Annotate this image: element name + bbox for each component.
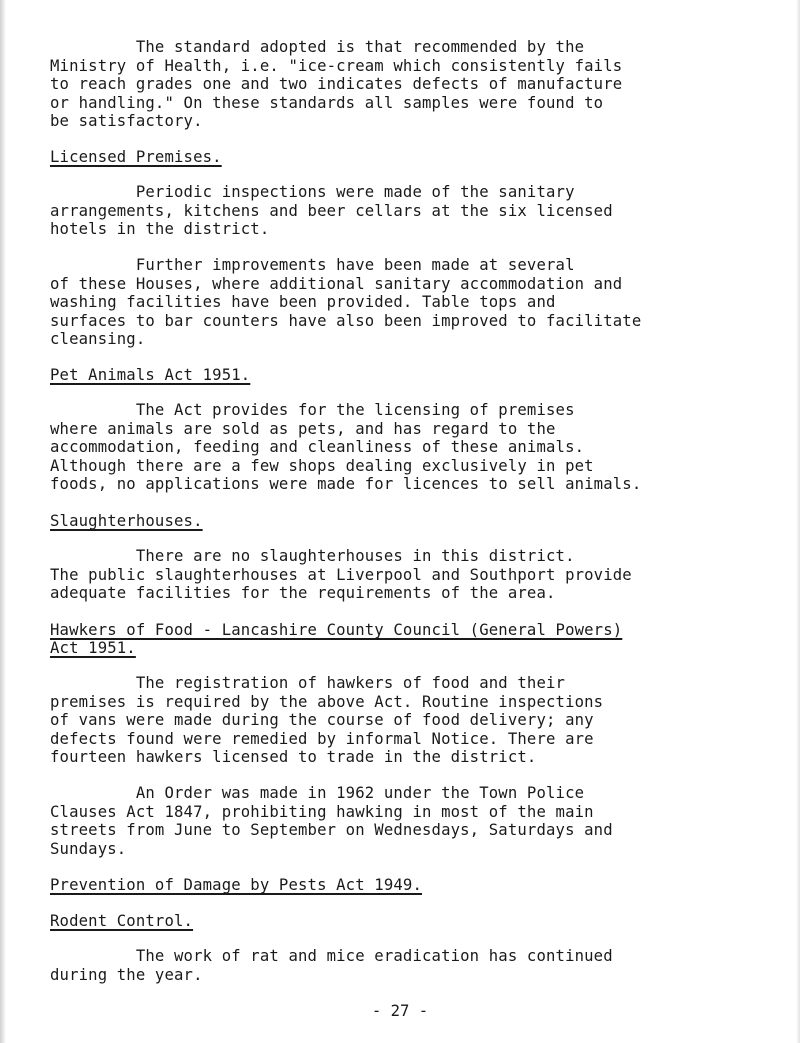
scan-shadow-right	[796, 0, 800, 1043]
paragraph-pet-animals: The Act provides for the licensing of premises where animals are sold as pets, and has regard to the accommodation, feeding and cleanliness of these animals. Although there are a few shops dealing exclusively in pet foods, no applications were made for licences to sell animals.	[50, 401, 642, 494]
heading-slaughterhouses: Slaughterhouses.	[50, 512, 203, 530]
heading-rodent-control: Rodent Control.	[50, 912, 194, 930]
heading-pet-animals-act: Pet Animals Act 1951.	[50, 366, 251, 384]
heading-licensed-premises: Licensed Premises.	[50, 148, 222, 166]
scan-shadow-left	[0, 0, 6, 1043]
paragraph-rodent-control: The work of rat and mice eradication has continued during the year.	[50, 947, 613, 984]
paragraph-ice-cream-standard: The standard adopted is that recommended by the Ministry of Health, i.e. "ice-cream which consistently fails to reach grades one and two indicates defects of manufacture or handling." On these standards all samples were found to be satisfactory.	[50, 38, 623, 131]
heading-hawkers-of-food: Hawkers of Food - Lancashire County Council (General Powers)	[50, 621, 623, 639]
heading-hawkers-of-food-act: Act 1951.	[50, 639, 136, 657]
paragraph-hawkers-order: An Order was made in 1962 under the Town Police Clauses Act 1847, prohibiting hawking in most of the main streets from June to September on Wednesdays, Saturdays and Sundays.	[50, 784, 613, 858]
page-number: - 27 -	[371, 1002, 429, 1020]
paragraph-licensed-inspections: Periodic inspections were made of the sanitary arrangements, kitchens and beer cellars at the six licensed hotels in the district.	[50, 183, 613, 239]
paragraph-slaughterhouses: There are no slaughterhouses in this district. The public slaughterhouses at Liverpool and Southport provide adequate facilities for the requirements of the area.	[50, 547, 632, 603]
heading-prevention-of-damage: Prevention of Damage by Pests Act 1949.	[50, 876, 422, 894]
paragraph-licensed-improvements: Further improvements have been made at several of these Houses, where additional sanitary accommodation and washing facilities have been provided. Table tops and surfaces to bar counters have also been improved to facilitate cleansing.	[50, 256, 642, 349]
paragraph-hawkers-registration: The registration of hawkers of food and their premises is required by the above Act. Routine inspections of vans were made during the course of food delivery; any defects found were remedied by informal Notice. There are fourteen hawkers licensed to trade in the district.	[50, 674, 604, 767]
